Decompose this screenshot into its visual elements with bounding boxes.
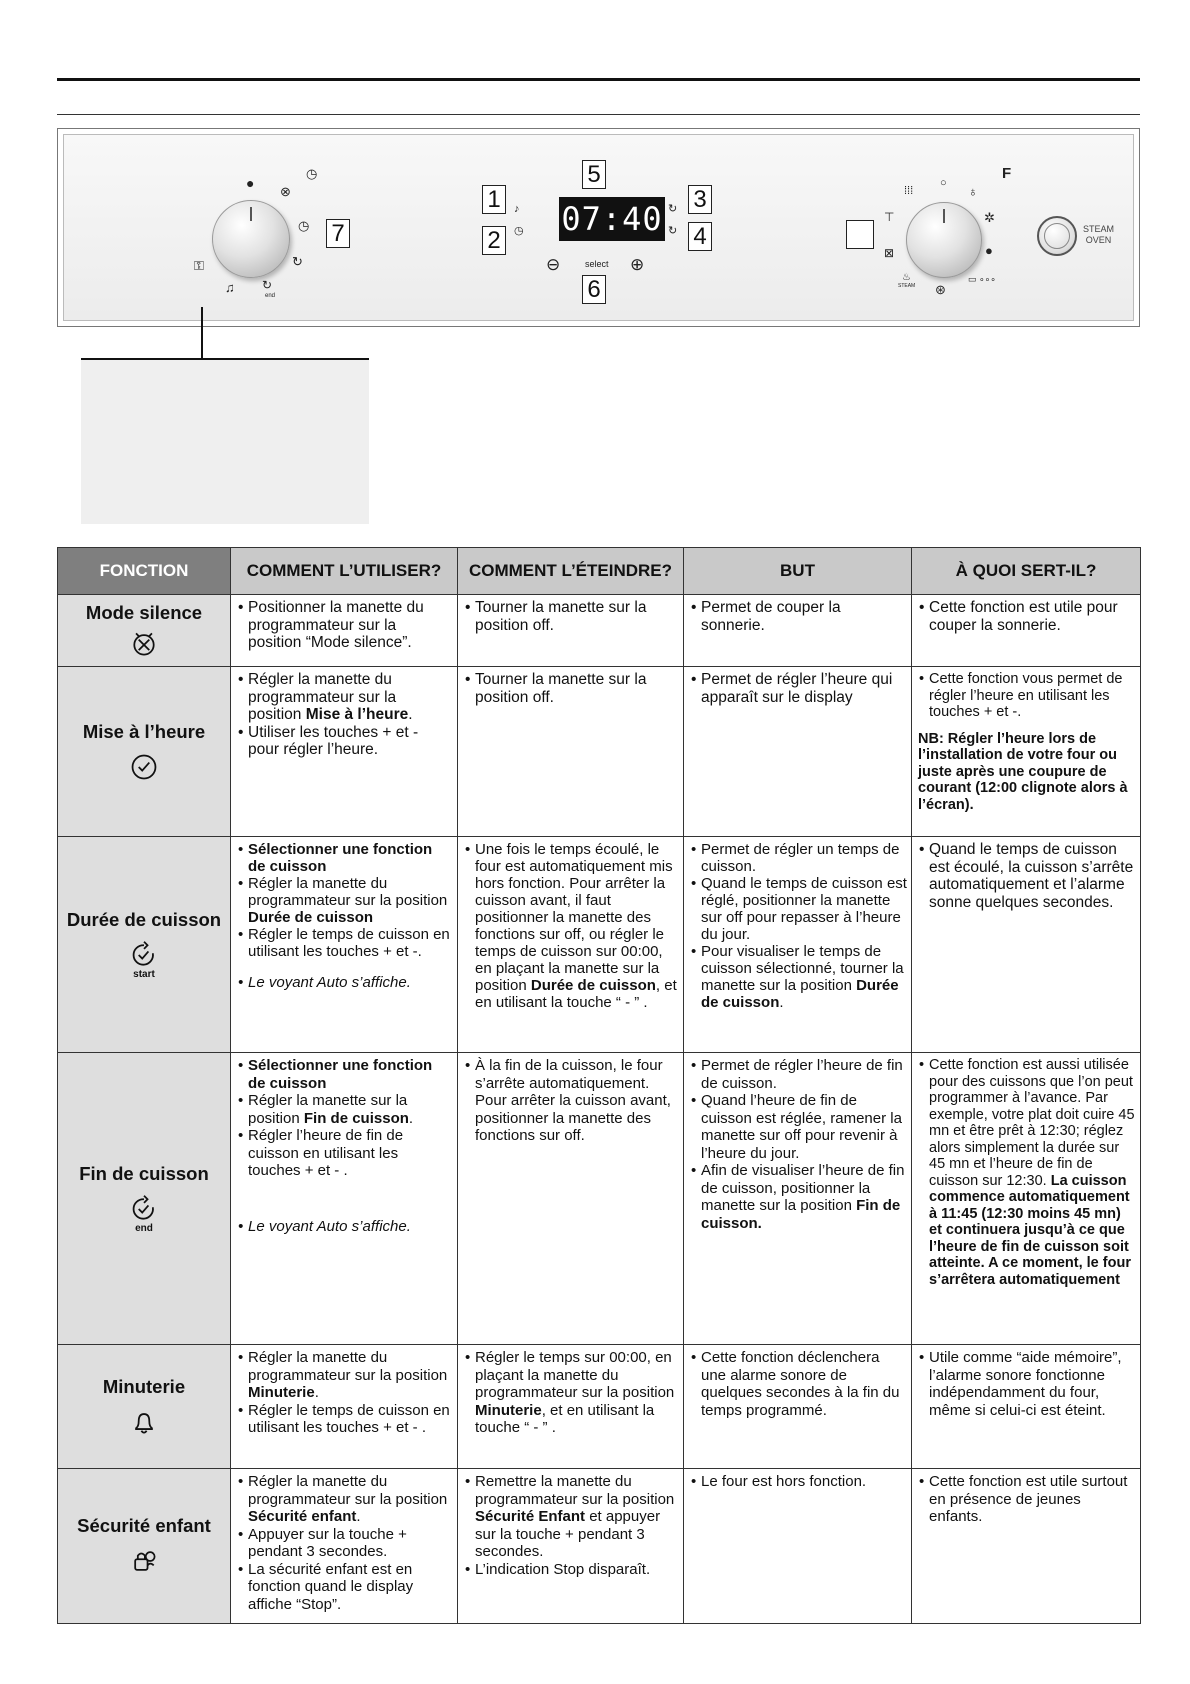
off-cell	[458, 837, 684, 1053]
callout-7: 7	[326, 219, 350, 248]
function-name: Mode silence	[85, 601, 203, 623]
function-cell	[58, 1469, 231, 1624]
end-label: end	[135, 1222, 153, 1234]
list-item: • Permet de couper la sonnerie.	[688, 599, 907, 634]
function-letter: F	[1002, 165, 1012, 182]
grid-icon: ⁞⁞⁞	[904, 185, 914, 197]
header-a-quoi-sert-il: À QUOI SERT-IL?	[912, 548, 1141, 595]
list-item: • Appuyer sur la touche + pendant 3 secondes.	[235, 1526, 453, 1561]
defrost-icon: ✲	[984, 210, 995, 225]
callout-note-box	[81, 360, 369, 524]
list-item: • Permet de régler un temps de cuisson.	[688, 841, 907, 875]
start-label: start	[133, 968, 155, 980]
goal-cell	[684, 667, 912, 837]
end-label: end	[265, 293, 276, 299]
list-item: • Remettre la manette du programmateur sur la position Sécurité Enfant et appuyer sur la touche + pendant 3 secondes.	[462, 1473, 679, 1561]
list-item: • Une fois le temps écoulé, le four est automatiquement mis hors fonction. Pour arrêter la cuisson avant, il faut positionner la manette des fonctions sur off, ou régler le temps de cuisson sur 00:00, en plaçant la manette sur la position Durée de cuisson, et en utilisant la touche “ - ” .	[462, 841, 679, 1011]
callout-5: 5	[582, 160, 606, 189]
off-cell	[458, 595, 684, 667]
list-item: • Régler la manette sur la position Fin de cuisson.	[235, 1092, 453, 1127]
bell-icon	[129, 1407, 159, 1437]
time-display: 07:40	[559, 197, 665, 241]
callout-4: 4	[688, 222, 712, 251]
list-item: • Quand le temps de cuisson est réglé, positionner la manette sur off pour repasser à l’heure du jour.	[688, 875, 907, 943]
table-row-fin-de-cuisson	[58, 1053, 1141, 1345]
child-lock-icon: ⚿	[194, 258, 204, 273]
list-item: • Régler la manette du programmateur sur la position Sécurité enfant.	[235, 1473, 453, 1526]
plus-button[interactable]: ⊕	[630, 255, 645, 274]
table-row-mise-a-lheure	[58, 667, 1141, 837]
oven-label: OVEN	[1085, 235, 1112, 245]
list-item: • Le voyant Auto s’affiche.	[235, 974, 453, 991]
dot-marker: ●	[246, 175, 255, 191]
purpose-cell	[912, 667, 1141, 837]
off-cell	[458, 1345, 684, 1469]
use-cell	[231, 1053, 458, 1345]
list-item: • Le four est hors fonction.	[688, 1473, 907, 1491]
silence-icon: ⊗	[280, 184, 291, 199]
off-icon: ○	[940, 177, 947, 189]
function-cell	[58, 1053, 231, 1345]
function-table	[57, 547, 1141, 1624]
select-label: select	[585, 259, 609, 269]
use-cell	[231, 1469, 458, 1624]
leader-line	[201, 307, 203, 360]
list-item: • Permet de régler l’heure de fin de cuisson.	[688, 1057, 907, 1092]
list-item: • Afin de visualiser l’heure de fin de cuisson, positionner la manette sur la position Fin de cuisson.	[688, 1162, 907, 1232]
steam-oven-button[interactable]	[1037, 216, 1077, 256]
use-cell	[231, 1345, 458, 1469]
start-indicator-icon: ↻	[668, 203, 678, 215]
steam-label: STEAM	[1083, 224, 1115, 234]
function-name: Sécurité enfant	[77, 1515, 211, 1536]
bell-icon: ♫	[225, 280, 235, 295]
list-item: • Régler la manette du programmateur sur la position Durée de cuisson	[235, 875, 453, 926]
list-item: • Le voyant Auto s’affiche.	[235, 1218, 453, 1236]
list-item: • La sécurité enfant est en fonction quand le display affiche “Stop”.	[235, 1561, 453, 1614]
function-cell	[58, 595, 231, 667]
list-item: • Cette fonction déclenchera une alarme sonore de quelques secondes à la fin du temps programmé.	[688, 1349, 907, 1419]
clock-icon	[129, 752, 159, 782]
list-item: • À la fin de la cuisson, le four s’arrête automatiquement. Pour arrêter la cuisson avant, positionner la manette des fonctions sur off.	[462, 1057, 679, 1145]
bell-indicator-icon: ♪	[514, 203, 520, 215]
clock-icon: ◷	[306, 166, 318, 181]
table-header-row	[58, 548, 1141, 595]
steam-oven-label	[1083, 224, 1114, 246]
off-cell	[458, 1469, 684, 1624]
lamp-icon: ♁	[968, 184, 978, 199]
list-item: • Positionner la manette du programmateur sur la position “Mode silence”.	[235, 599, 453, 652]
programmer-knob[interactable]	[212, 200, 290, 278]
list-item: • Utile comme “aide mémoire”, l’alarme sonore fonctionne indépendamment du four, même si celui-ci est éteint.	[916, 1349, 1136, 1419]
header-comment-utiliser: COMMENT L’UTILISER?	[231, 548, 458, 595]
top-heat-icon: ⊤	[884, 210, 895, 224]
nb-note: NB: Régler l’heure lors de l’installation de votre four ou juste après une coupure de courant (12:00 clignote alors à l’écran).	[918, 730, 1128, 813]
eco-icon: ▭ ∘∘∘	[968, 274, 996, 284]
purpose-cell	[912, 1345, 1141, 1469]
list-item: • Quand le temps de cuisson est écoulé, la cuisson s’arrête automatiquement et l’alarme sonne quelques secondes.	[916, 841, 1136, 911]
list-item: • Tourner la manette sur la position off.	[462, 599, 679, 634]
child-lock-icon	[129, 1546, 159, 1576]
list-item: • Cette fonction est utile pour couper la sonnerie.	[916, 599, 1136, 634]
end-icon	[129, 1194, 159, 1224]
function-name: Fin de cuisson	[79, 1162, 209, 1184]
purpose-cell	[912, 1053, 1141, 1345]
fan-icon: ⊛	[935, 282, 946, 297]
steam-icon: ♨	[902, 272, 911, 283]
list-item: • Permet de régler l’heure qui apparaît sur le display	[688, 671, 907, 706]
start-icon	[129, 940, 159, 970]
off-cell	[458, 1053, 684, 1345]
list-item: • Régler le temps sur 00:00, en plaçant la manette du programmateur sur la position Minuterie, et en utilisant la touche “ - ” .	[462, 1349, 679, 1437]
list-item: • Cette fonction est aussi utilisée pour des cuissons que l’on peut programmer à l’avance. Par exemple, votre plat doit cuire 45 mn et être prêt à 12:30; réglez alors simplement la durée sur 45 mn et l’heure de fin de cuisson sur 12:30. La cuisson commence automatiquement à 11:45 (12:30 moins 45 mn) et continuera jusqu’à ce que l’heure de fin de cuisson soit atteinte. A ce moment, le four s’arrêtera automatiquement	[916, 1057, 1136, 1288]
table-row-securite-enfant	[58, 1469, 1141, 1624]
list-item: • Régler le temps de cuisson en utilisant les touches + et -.	[235, 926, 453, 960]
start-icon: ↻	[292, 254, 303, 269]
goal-cell	[684, 1053, 912, 1345]
use-cell	[231, 837, 458, 1053]
function-knob[interactable]	[906, 202, 982, 278]
header-but: BUT	[684, 548, 912, 595]
list-item: • Pour visualiser le temps de cuisson sélectionné, tourner la manette sur la position Durée de cuisson.	[688, 943, 907, 1011]
purpose-cell	[912, 595, 1141, 667]
table-row-duree-de-cuisson	[58, 837, 1141, 1053]
minus-button[interactable]: ⊖	[546, 255, 561, 274]
function-callout-box	[846, 220, 874, 249]
purpose-cell	[912, 837, 1141, 1053]
function-name: Minuterie	[102, 1375, 186, 1397]
list-item: • Tourner la manette sur la position off.	[462, 671, 679, 706]
header-comment-eteindre: COMMENT L’ÉTEINDRE?	[458, 548, 684, 595]
function-cell	[58, 1345, 231, 1469]
list-item: • Quand l’heure de fin de cuisson est réglée, ramener la manette sur off pour revenir à l’heure du jour.	[688, 1092, 907, 1162]
fan-grill-icon: ●	[985, 243, 993, 258]
header-rule-thin	[57, 114, 1140, 115]
goal-cell	[684, 595, 912, 667]
silence-icon	[129, 629, 159, 659]
purpose-cell	[912, 1469, 1141, 1624]
clock-set-icon: ◷	[298, 218, 310, 233]
callout-2: 2	[482, 226, 506, 255]
list-item: • Régler l’heure de fin de cuisson en utilisant les touches + et - .	[235, 1127, 453, 1180]
end-icon: ↻	[262, 278, 273, 292]
use-cell	[231, 667, 458, 837]
callout-1: 1	[482, 185, 506, 214]
function-cell	[58, 837, 231, 1053]
goal-cell	[684, 1469, 912, 1624]
callout-6: 6	[582, 275, 606, 304]
off-cell	[458, 667, 684, 837]
goal-cell	[684, 837, 912, 1053]
clock-indicator-icon: ◷	[514, 225, 524, 237]
list-item: • Régler le temps de cuisson en utilisant les touches + et - .	[235, 1402, 453, 1437]
list-item: • Utiliser les touches + et - pour régler l’heure.	[235, 724, 453, 759]
function-cell	[58, 667, 231, 837]
list-item: • Sélectionner une fonction de cuisson	[235, 1057, 453, 1092]
end-indicator-icon: ↻	[668, 225, 678, 237]
callout-3: 3	[688, 185, 712, 214]
list-item: • Cette fonction est utile surtout en présence de jeunes enfants.	[916, 1473, 1136, 1526]
function-name: Durée de cuisson	[66, 908, 222, 930]
goal-cell	[684, 1345, 912, 1469]
list-item: • Régler la manette du programmateur sur la position Minuterie.	[235, 1349, 453, 1402]
list-item: • Sélectionner une fonction de cuisson	[235, 841, 453, 875]
bottom-heat-icon: ⊠	[884, 246, 895, 260]
use-cell	[231, 595, 458, 667]
table-row-mode-silence	[58, 595, 1141, 667]
header-rule-thick	[57, 78, 1140, 81]
steam-knob-label: STEAM	[898, 283, 916, 289]
list-item: • L’indication Stop disparaît.	[462, 1561, 679, 1579]
header-fonction: FONCTION	[58, 548, 231, 595]
function-name: Mise à l’heure	[82, 720, 206, 742]
list-item: • Cette fonction vous permet de régler l’heure en utilisant les touches + et -.	[916, 671, 1136, 721]
list-item: • Régler la manette du programmateur sur la position Mise à l’heure.	[235, 671, 453, 724]
table-row-minuterie	[58, 1345, 1141, 1469]
